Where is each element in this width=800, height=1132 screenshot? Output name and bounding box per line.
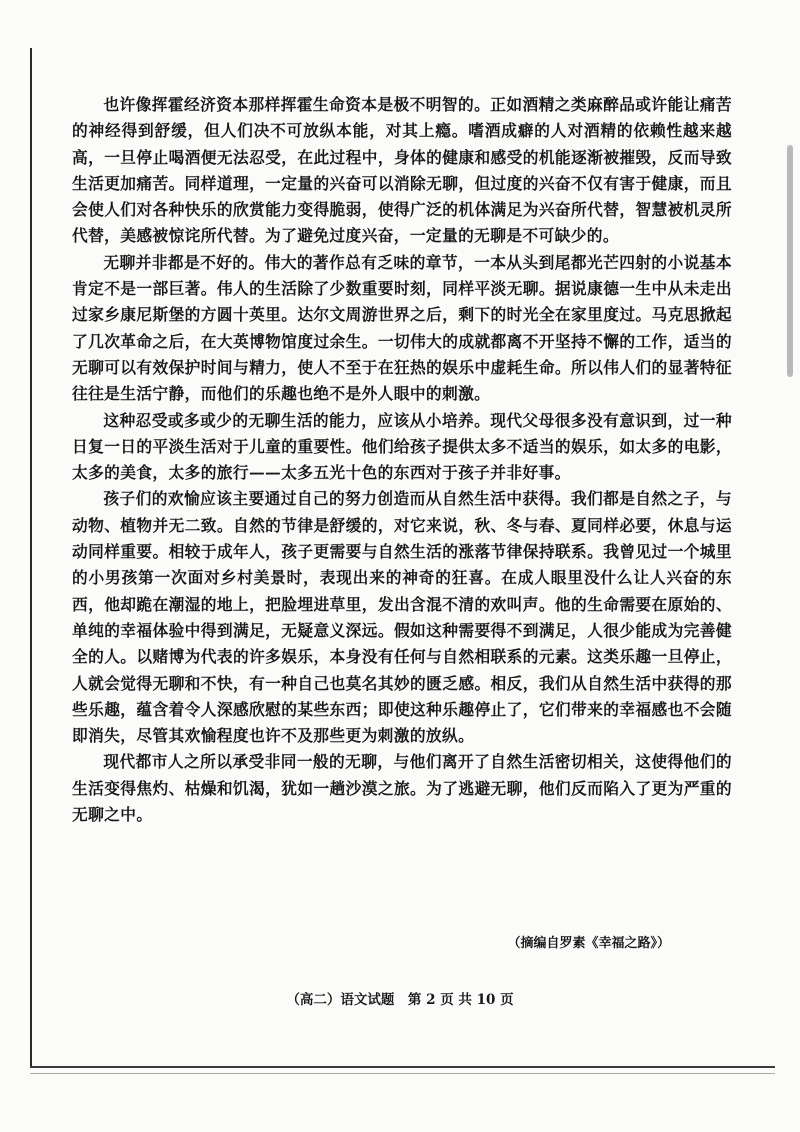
page-footer: （高二）语文试题 第 2 页 共 10 页 [286,992,514,1008]
page-binding-line [30,48,32,1066]
paragraph: 无聊并非都是不好的。伟大的著作总有乏味的章节，一本从头到尾都光芒四射的小说基本肯定不是一部巨著。伟人的生活除了少数重要时刻，同样平淡无聊。据说康德一生中从未走出过家乡康尼斯堡的方圆十英里。达尔文周游世界之后，剩下的时光全在家里度过。马克思掀起了几次革命之后，在大英博物馆度过余生。一切伟大的成就都离不开坚持不懈的工作，适当的无聊可以有效保护时间与精力，使人不至于在狂热的娱乐中虚耗生命。所以伟人们的显著特征往往是生活宁静，而他们的乐趣也绝不是外人眼中的刺激。 [72,252,732,404]
scrollbar[interactable] [787,145,793,377]
paragraph: 现代都市人之所以承受非同一般的无聊，与他们离开了自然生活密切相关，这使得他们的生活变得焦灼、枯燥和饥渴，犹如一趟沙漠之旅。为了逃避无聊，他们反而陷入了更为严重的无聊之中。 [72,752,732,825]
paragraph: 也许像挥霍经济资本那样挥霍生命资本是极不明智的。正如酒精之类麻醉品或许能让痛苦的神经得到舒缓，但人们决不可放纵本能，对其上瘾。嗜酒成癖的人对酒精的依赖性越来越高，一旦停止喝酒便无法忍受，在此过程中，身体的健康和感受的机能逐渐被摧毁，反而导致生活更加痛苦。同样道理，一定量的兴奋可以消除无聊，但过度的兴奋不仅有害于健康，而且会使人们对各种快乐的欣赏能力变得脆弱，使得广泛的机体满足为兴奋所代替，智慧被机灵所代替，美感被惊诧所代替。为了避免过度兴奋，一定量的无聊是不可缺少的。 [72,95,732,246]
article-body [72,92,732,828]
paragraph: 孩子们的欢愉应该主要通过自己的努力创造而从自然生活中获得。我们都是自然之子，与动物、植物并无二致。自然的节律是舒缓的，对它来说，秋、冬与春、夏同样必要，休息与运动同样重要。相较于成年人，孩子更需要与自然生活的涨落节律保持联系。我曾见过一个城里的小男孩第一次面对乡村美景时，表现出来的神奇的狂喜。在成人眼里没什么让人兴奋的东西，他却跪在潮湿的地上，把脸埋进草里，发出含混不清的欢叫声。他的生命需要在原始的、单纯的幸福体验中得到满足，无疑意义深远。假如这种需要得不到满足，人很少能成为完善健全的人。以赌博为代表的许多娱乐，本身没有任何与自然相联系的元素。这类乐趣一旦停止，人就会觉得无聊和不快，有一种自己也莫名其妙的匮乏感。相反，我们从自然生活中获得的那些乐趣，蕴含着令人深感欣慰的某些东西；即使这种乐趣停止了，它们带来的幸福感也不会随即消失，尽管其欢愉程度也许不及那些更为刺激的放纵。 [72,489,732,746]
paragraph: 这种忍受或多或少的无聊生活的能力，应该从小培养。现代父母很多没有意识到，过一种日复一日的平淡生活对于儿童的重要性。他们给孩子提供太多不适当的娱乐，如太多的电影，太多的美食，太多的旅行——太多五光十色的东西对于孩子并非好事。 [72,410,732,483]
page-bottom-edge [30,1066,775,1076]
source-citation: （摘编自罗素《幸福之路》） [507,936,670,951]
